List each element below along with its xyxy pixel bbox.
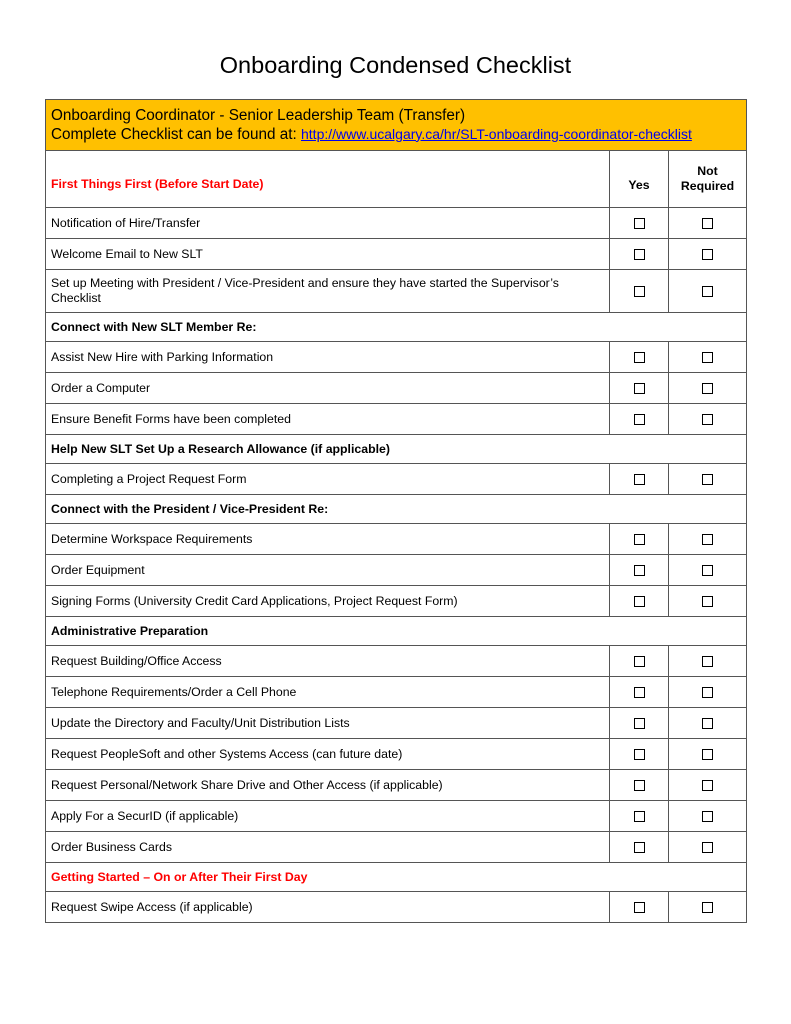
row-label: Request Building/Office Access: [46, 646, 610, 677]
banner-subtitle: [51, 125, 741, 144]
section-heading: Connect with New SLT Member Re:: [46, 313, 747, 342]
checkbox-icon[interactable]: [702, 414, 713, 425]
section-row: [46, 495, 747, 524]
checkbox-icon[interactable]: [634, 811, 645, 822]
section-row: [46, 435, 747, 464]
checkbox-icon[interactable]: [702, 383, 713, 394]
table-row: [46, 555, 747, 586]
checkbox-icon[interactable]: [702, 902, 713, 913]
checkbox-icon[interactable]: [702, 749, 713, 760]
table-row: [46, 892, 747, 923]
section-heading: Help New SLT Set Up a Research Allowance (if applicable): [46, 435, 747, 464]
checkbox-icon[interactable]: [702, 286, 713, 297]
checkbox-icon[interactable]: [634, 596, 645, 607]
checkbox-icon[interactable]: [634, 780, 645, 791]
checkbox-icon[interactable]: [634, 842, 645, 853]
table-row: [46, 770, 747, 801]
section-row: [46, 313, 747, 342]
checkbox-icon[interactable]: [634, 687, 645, 698]
checkbox-icon[interactable]: [634, 352, 645, 363]
checkbox-icon[interactable]: [702, 249, 713, 260]
table-row: [46, 677, 747, 708]
checkbox-icon[interactable]: [634, 249, 645, 260]
section-heading: Administrative Preparation: [46, 617, 747, 646]
table-row: [46, 646, 747, 677]
checkbox-icon[interactable]: [702, 352, 713, 363]
banner-row: [46, 100, 747, 151]
row-label: Notification of Hire/Transfer: [46, 208, 610, 239]
row-label: Signing Forms (University Credit Card Applications, Project Request Form): [46, 586, 610, 617]
column-header-row: [46, 151, 747, 208]
row-label: Set up Meeting with President / Vice-President and ensure they have started the Supervisor’s Checklist: [46, 270, 610, 313]
row-label: Order Equipment: [46, 555, 610, 586]
checkbox-icon[interactable]: [702, 596, 713, 607]
table-row: [46, 404, 747, 435]
checkbox-icon[interactable]: [702, 534, 713, 545]
table-row: [46, 270, 747, 313]
row-label: Assist New Hire with Parking Information: [46, 342, 610, 373]
row-label: Ensure Benefit Forms have been completed: [46, 404, 610, 435]
checkbox-icon[interactable]: [702, 811, 713, 822]
checkbox-icon[interactable]: [702, 474, 713, 485]
section-row: [46, 863, 747, 892]
table-row: [46, 342, 747, 373]
column-header-required: Required: [680, 179, 735, 193]
row-label: Order Business Cards: [46, 832, 610, 863]
page-title: Onboarding Condensed Checklist: [219, 52, 572, 78]
checkbox-icon[interactable]: [634, 414, 645, 425]
checkbox-icon[interactable]: [702, 656, 713, 667]
checkbox-icon[interactable]: [634, 474, 645, 485]
table-row: [46, 373, 747, 404]
checkbox-icon[interactable]: [634, 718, 645, 729]
table-row: [46, 464, 747, 495]
column-header-not: Not: [697, 164, 718, 178]
checkbox-icon[interactable]: [634, 902, 645, 913]
table-row: [46, 586, 747, 617]
checkbox-icon[interactable]: [634, 749, 645, 760]
row-label: Apply For a SecurID (if applicable): [46, 801, 610, 832]
checklist-link[interactable]: http://www.ucalgary.ca/hr/SLT-onboarding-coordinator-checklist: [301, 125, 692, 142]
banner-title: Onboarding Coordinator - Senior Leadership Team (Transfer): [51, 106, 466, 124]
table-row: [46, 708, 747, 739]
section-row: [46, 617, 747, 646]
banner-cell: [46, 100, 747, 151]
section-heading: Connect with the President / Vice-President Re:: [46, 495, 747, 524]
checkbox-icon[interactable]: [702, 780, 713, 791]
checkbox-icon[interactable]: [702, 718, 713, 729]
row-label: Completing a Project Request Form: [46, 464, 610, 495]
checkbox-icon[interactable]: [634, 534, 645, 545]
checkbox-icon[interactable]: [634, 565, 645, 576]
checkbox-icon[interactable]: [634, 383, 645, 394]
checkbox-icon[interactable]: [702, 842, 713, 853]
table-row: [46, 208, 747, 239]
column-header-yes: Yes: [610, 151, 669, 208]
section-header-first-things-first: First Things First (Before Start Date): [46, 151, 610, 208]
row-label: Welcome Email to New SLT: [46, 239, 610, 270]
table-row: [46, 739, 747, 770]
table-row: [46, 239, 747, 270]
row-label: Request Swipe Access (if applicable): [46, 892, 610, 923]
checkbox-icon[interactable]: [634, 218, 645, 229]
row-label: Determine Workspace Requirements: [46, 524, 610, 555]
checkbox-icon[interactable]: [702, 687, 713, 698]
banner-prefix: Complete Checklist can be found at:: [51, 125, 297, 143]
section-heading-getting-started: Getting Started – On or After Their First Day: [46, 863, 747, 892]
row-label: Telephone Requirements/Order a Cell Phone: [46, 677, 610, 708]
column-header-not-required: [669, 151, 747, 208]
row-label: Order a Computer: [46, 373, 610, 404]
checkbox-icon[interactable]: [634, 656, 645, 667]
row-label: Update the Directory and Faculty/Unit Distribution Lists: [46, 708, 610, 739]
checkbox-icon[interactable]: [702, 218, 713, 229]
row-label: Request Personal/Network Share Drive and Other Access (if applicable): [46, 770, 610, 801]
row-label: Request PeopleSoft and other Systems Access (can future date): [46, 739, 610, 770]
checklist-table: [45, 99, 747, 923]
table-row: [46, 801, 747, 832]
checkbox-icon[interactable]: [634, 286, 645, 297]
table-row: [46, 524, 747, 555]
table-row: [46, 832, 747, 863]
checkbox-icon[interactable]: [702, 565, 713, 576]
